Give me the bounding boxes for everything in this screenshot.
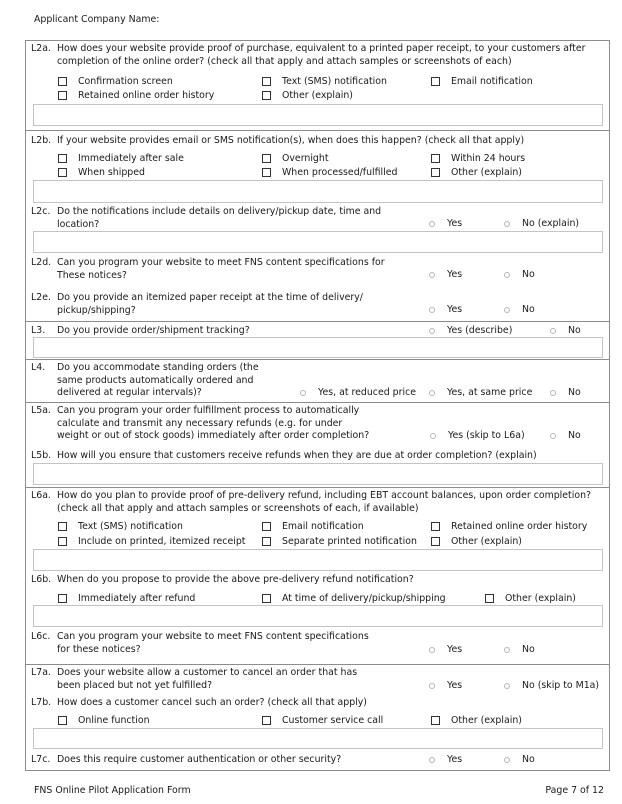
checkbox-icon[interactable] [262, 91, 271, 100]
question-line: How does your website provide proof of purchase, equivalent to a printed paper receipt, to your customers after [57, 43, 586, 54]
divider [25, 664, 610, 665]
radio-icon[interactable] [429, 390, 435, 396]
option-label: Immediately after refund [78, 593, 196, 604]
radio-icon[interactable] [300, 390, 306, 396]
question-line: for these notices? [57, 643, 141, 655]
checkbox-printed-receipt[interactable] [58, 536, 245, 547]
question-text [57, 292, 363, 317]
radio-icon[interactable] [430, 433, 436, 439]
explain-textbox-L2b[interactable] [33, 180, 603, 203]
checkbox-immediately-after-sale[interactable] [58, 153, 184, 164]
radio-icon[interactable] [504, 647, 510, 653]
radio-yes[interactable] [429, 269, 462, 280]
question-text [57, 405, 369, 443]
checkbox-icon[interactable] [58, 154, 67, 163]
question-text [57, 631, 369, 656]
question-number: L5a. [31, 405, 51, 416]
divider [25, 487, 610, 488]
question-number: L5b. [31, 450, 52, 461]
radio-icon[interactable] [429, 221, 435, 227]
radio-icon[interactable] [504, 221, 510, 227]
question-line: location? [57, 218, 100, 230]
checkbox-within-24-hours[interactable] [431, 153, 525, 164]
radio-icon[interactable] [429, 683, 435, 689]
checkbox-other[interactable] [485, 593, 576, 604]
question-line: completion of the online order? (check all that apply and attach samples or screenshots of each) [57, 55, 512, 67]
option-label: No [568, 430, 581, 441]
radio-no[interactable] [550, 430, 581, 441]
checkbox-when-processed[interactable] [262, 167, 397, 178]
checkbox-icon[interactable] [58, 537, 67, 546]
option-label: Customer service call [282, 715, 384, 726]
checkbox-icon[interactable] [431, 168, 440, 177]
option-label: No [522, 644, 535, 655]
radio-yes-describe[interactable] [429, 325, 512, 336]
question-text: How does a customer cancel such an order? (check all that apply) [57, 697, 367, 708]
radio-icon[interactable] [429, 328, 435, 334]
checkbox-icon[interactable] [58, 522, 67, 531]
checkbox-when-shipped[interactable] [58, 167, 145, 178]
footer-page-number: Page 7 of 12 [545, 785, 604, 796]
option-label: Email notification [451, 76, 533, 87]
radio-icon[interactable] [504, 272, 510, 278]
explain-textbox-L5b[interactable] [33, 463, 603, 485]
option-label: Yes [447, 644, 463, 655]
option-label: Yes [447, 680, 463, 691]
checkbox-other[interactable] [431, 167, 522, 178]
question-line: same products automatically ordered and [57, 374, 254, 386]
option-label: Other (explain) [451, 167, 522, 178]
question-line: Does your website allow a customer to cancel an order that has [57, 667, 358, 678]
question-number: L6b. [31, 574, 52, 585]
question-text [57, 667, 357, 692]
option-label: Text (SMS) notification [282, 76, 387, 87]
divider [25, 321, 610, 322]
footer-form-name: FNS Online Pilot Application Form [34, 785, 191, 796]
question-text: If your website provides email or SMS notification(s), when does this happen? (check all that apply) [57, 135, 525, 146]
radio-icon[interactable] [550, 433, 556, 439]
question-number: L6a. [31, 490, 51, 501]
checkbox-other[interactable] [262, 90, 353, 101]
question-number: L2e. [31, 292, 51, 303]
checkbox-icon[interactable] [431, 154, 440, 163]
question-number: L3. [31, 325, 46, 336]
question-text [57, 362, 259, 400]
option-label: Yes (describe) [447, 325, 513, 336]
option-label: No [522, 269, 535, 280]
option-label: No (explain) [522, 218, 580, 229]
question-line: Do the notifications include details on delivery/pickup date, time and [57, 206, 382, 217]
radio-no[interactable] [504, 644, 535, 655]
option-label: Yes [447, 269, 463, 280]
radio-icon[interactable] [429, 272, 435, 278]
radio-yes[interactable] [429, 304, 462, 315]
question-text: Does this require customer authentication or other security? [57, 754, 342, 765]
radio-no-explain[interactable] [504, 218, 579, 229]
radio-no[interactable] [504, 269, 535, 280]
checkbox-icon[interactable] [262, 594, 271, 603]
checkbox-icon[interactable] [431, 77, 440, 86]
question-number: L7c. [31, 754, 51, 765]
checkbox-online-function[interactable] [58, 715, 150, 726]
checkbox-text-sms[interactable] [58, 521, 183, 532]
question-line: been placed but not yet fulfilled? [57, 679, 213, 691]
divider [25, 402, 610, 403]
radio-icon[interactable] [504, 683, 510, 689]
radio-icon[interactable] [429, 647, 435, 653]
checkbox-icon[interactable] [262, 168, 271, 177]
option-label: No [522, 304, 535, 315]
radio-no[interactable] [550, 325, 581, 336]
option-label: Yes [447, 218, 463, 229]
checkbox-other[interactable] [431, 536, 522, 547]
question-text [57, 490, 591, 515]
radio-yes-skip-to-L6a[interactable] [430, 430, 525, 441]
radio-yes[interactable] [429, 218, 462, 229]
option-label: Confirmation screen [78, 76, 173, 87]
radio-no[interactable] [550, 387, 581, 398]
question-line: calculate and transmit any necessary refunds (e.g. for under [57, 417, 343, 429]
question-text: When do you propose to provide the above pre-delivery refund notification? [57, 574, 414, 585]
checkbox-icon[interactable] [58, 91, 67, 100]
question-line: delivered at regular intervals)? [57, 387, 202, 398]
checkbox-confirmation-screen[interactable] [58, 76, 173, 87]
question-text [57, 257, 385, 282]
option-label: Retained online order history [451, 521, 588, 532]
option-label: Other (explain) [505, 593, 576, 604]
option-label: Immediately after sale [78, 153, 184, 164]
option-label: Text (SMS) notification [78, 521, 183, 532]
question-line: Can you program your website to meet FNS content specifications [57, 631, 369, 642]
checkbox-icon[interactable] [262, 77, 271, 86]
question-number: L4. [31, 362, 46, 373]
checkbox-icon[interactable] [58, 168, 67, 177]
radio-yes[interactable] [429, 644, 462, 655]
question-line: Can you program your website to meet FNS content specifications for [57, 257, 385, 268]
radio-icon[interactable] [504, 307, 510, 313]
checkbox-icon[interactable] [431, 522, 440, 531]
option-label: No [522, 754, 535, 765]
radio-icon[interactable] [550, 328, 556, 334]
checkbox-immediately-after-refund[interactable] [58, 593, 195, 604]
option-label: At time of delivery/pickup/shipping [282, 593, 446, 604]
option-label: Within 24 hours [451, 153, 526, 164]
checkbox-retained-history[interactable] [58, 90, 214, 101]
question-text: How will you ensure that customers receive refunds when they are due at order completion? (explain) [57, 450, 537, 461]
question-line: (check all that apply and attach samples or screenshots of each, if available) [57, 502, 419, 514]
radio-icon[interactable] [504, 757, 510, 763]
radio-icon[interactable] [550, 390, 556, 396]
checkbox-customer-service-call[interactable] [262, 715, 383, 726]
option-label: Include on printed, itemized receipt [78, 536, 246, 547]
checkbox-icon[interactable] [58, 594, 67, 603]
question-number: L2c. [31, 206, 51, 217]
option-label: Yes [447, 754, 463, 765]
option-label: When processed/fulfilled [282, 167, 398, 178]
describe-textbox-L3[interactable] [33, 337, 603, 358]
question-line: Can you program your order fulfillment process to automatically [57, 405, 360, 416]
question-text [57, 206, 381, 231]
option-label: Yes, at same price [447, 387, 533, 398]
radio-icon[interactable] [429, 307, 435, 313]
option-label: Separate printed notification [282, 536, 417, 547]
checkbox-separate-printed[interactable] [262, 536, 417, 547]
explain-textbox-L2c[interactable] [33, 231, 603, 253]
radio-yes-reduced-price[interactable] [300, 387, 416, 398]
explain-textbox-L2a[interactable] [33, 104, 603, 126]
option-label: Yes (skip to L6a) [448, 430, 525, 441]
checkbox-overnight[interactable] [262, 153, 329, 164]
option-label: Email notification [282, 521, 364, 532]
checkbox-icon[interactable] [262, 537, 271, 546]
checkbox-icon[interactable] [431, 537, 440, 546]
option-label: Yes [447, 304, 463, 315]
radio-no-skip-to-M1a[interactable] [504, 680, 599, 691]
checkbox-icon[interactable] [485, 594, 494, 603]
checkbox-email[interactable] [262, 521, 364, 532]
checkbox-text-sms[interactable] [262, 76, 387, 87]
option-label: Other (explain) [451, 715, 522, 726]
question-number: L2a. [31, 43, 51, 54]
explain-textbox-L6b[interactable] [33, 605, 603, 627]
explain-textbox-L7b[interactable] [33, 728, 603, 749]
radio-yes[interactable] [429, 754, 462, 765]
option-label: Retained online order history [78, 90, 215, 101]
radio-yes[interactable] [429, 680, 462, 691]
checkbox-retained-history[interactable] [431, 521, 587, 532]
question-line: Do you accommodate standing orders (the [57, 362, 259, 373]
checkbox-icon[interactable] [262, 522, 271, 531]
option-label: No [568, 325, 581, 336]
question-number: L2b. [31, 135, 52, 146]
divider [25, 359, 610, 360]
question-line: How do you plan to provide proof of pre-delivery refund, including EBT account balances, upon order completion? [57, 490, 591, 501]
checkbox-icon[interactable] [58, 716, 67, 725]
explain-textbox-L6a[interactable] [33, 549, 603, 571]
question-number: L6c. [31, 631, 51, 642]
radio-no[interactable] [504, 754, 535, 765]
question-line: pickup/shipping? [57, 304, 136, 316]
question-line: These notices? [57, 269, 127, 281]
checkbox-icon[interactable] [262, 154, 271, 163]
radio-yes-same-price[interactable] [429, 387, 532, 398]
radio-icon[interactable] [429, 757, 435, 763]
option-label: When shipped [78, 167, 145, 178]
question-line: Do you provide an itemized paper receipt at the time of delivery/ [57, 292, 363, 303]
checkbox-at-delivery[interactable] [262, 593, 446, 604]
question-text: Do you provide order/shipment tracking? [57, 325, 250, 336]
checkbox-email[interactable] [431, 76, 533, 87]
applicant-company-name-label: Applicant Company Name: [34, 14, 160, 25]
option-label: Yes, at reduced price [318, 387, 416, 398]
option-label: No (skip to M1a) [522, 680, 600, 691]
question-number: L2d. [31, 257, 52, 268]
checkbox-icon[interactable] [262, 716, 271, 725]
question-number: L7a. [31, 667, 51, 678]
option-label: Other (explain) [282, 90, 353, 101]
checkbox-other[interactable] [431, 715, 522, 726]
divider [25, 130, 610, 131]
question-line: weight or out of stock goods) immediately after order completion? [57, 430, 370, 441]
question-number: L7b. [31, 697, 52, 708]
radio-no[interactable] [504, 304, 535, 315]
option-label: Online function [78, 715, 150, 726]
question-text [57, 43, 585, 68]
checkbox-icon[interactable] [431, 716, 440, 725]
option-label: Other (explain) [451, 536, 522, 547]
option-label: Overnight [282, 153, 329, 164]
checkbox-icon[interactable] [58, 77, 67, 86]
option-label: No [568, 387, 581, 398]
